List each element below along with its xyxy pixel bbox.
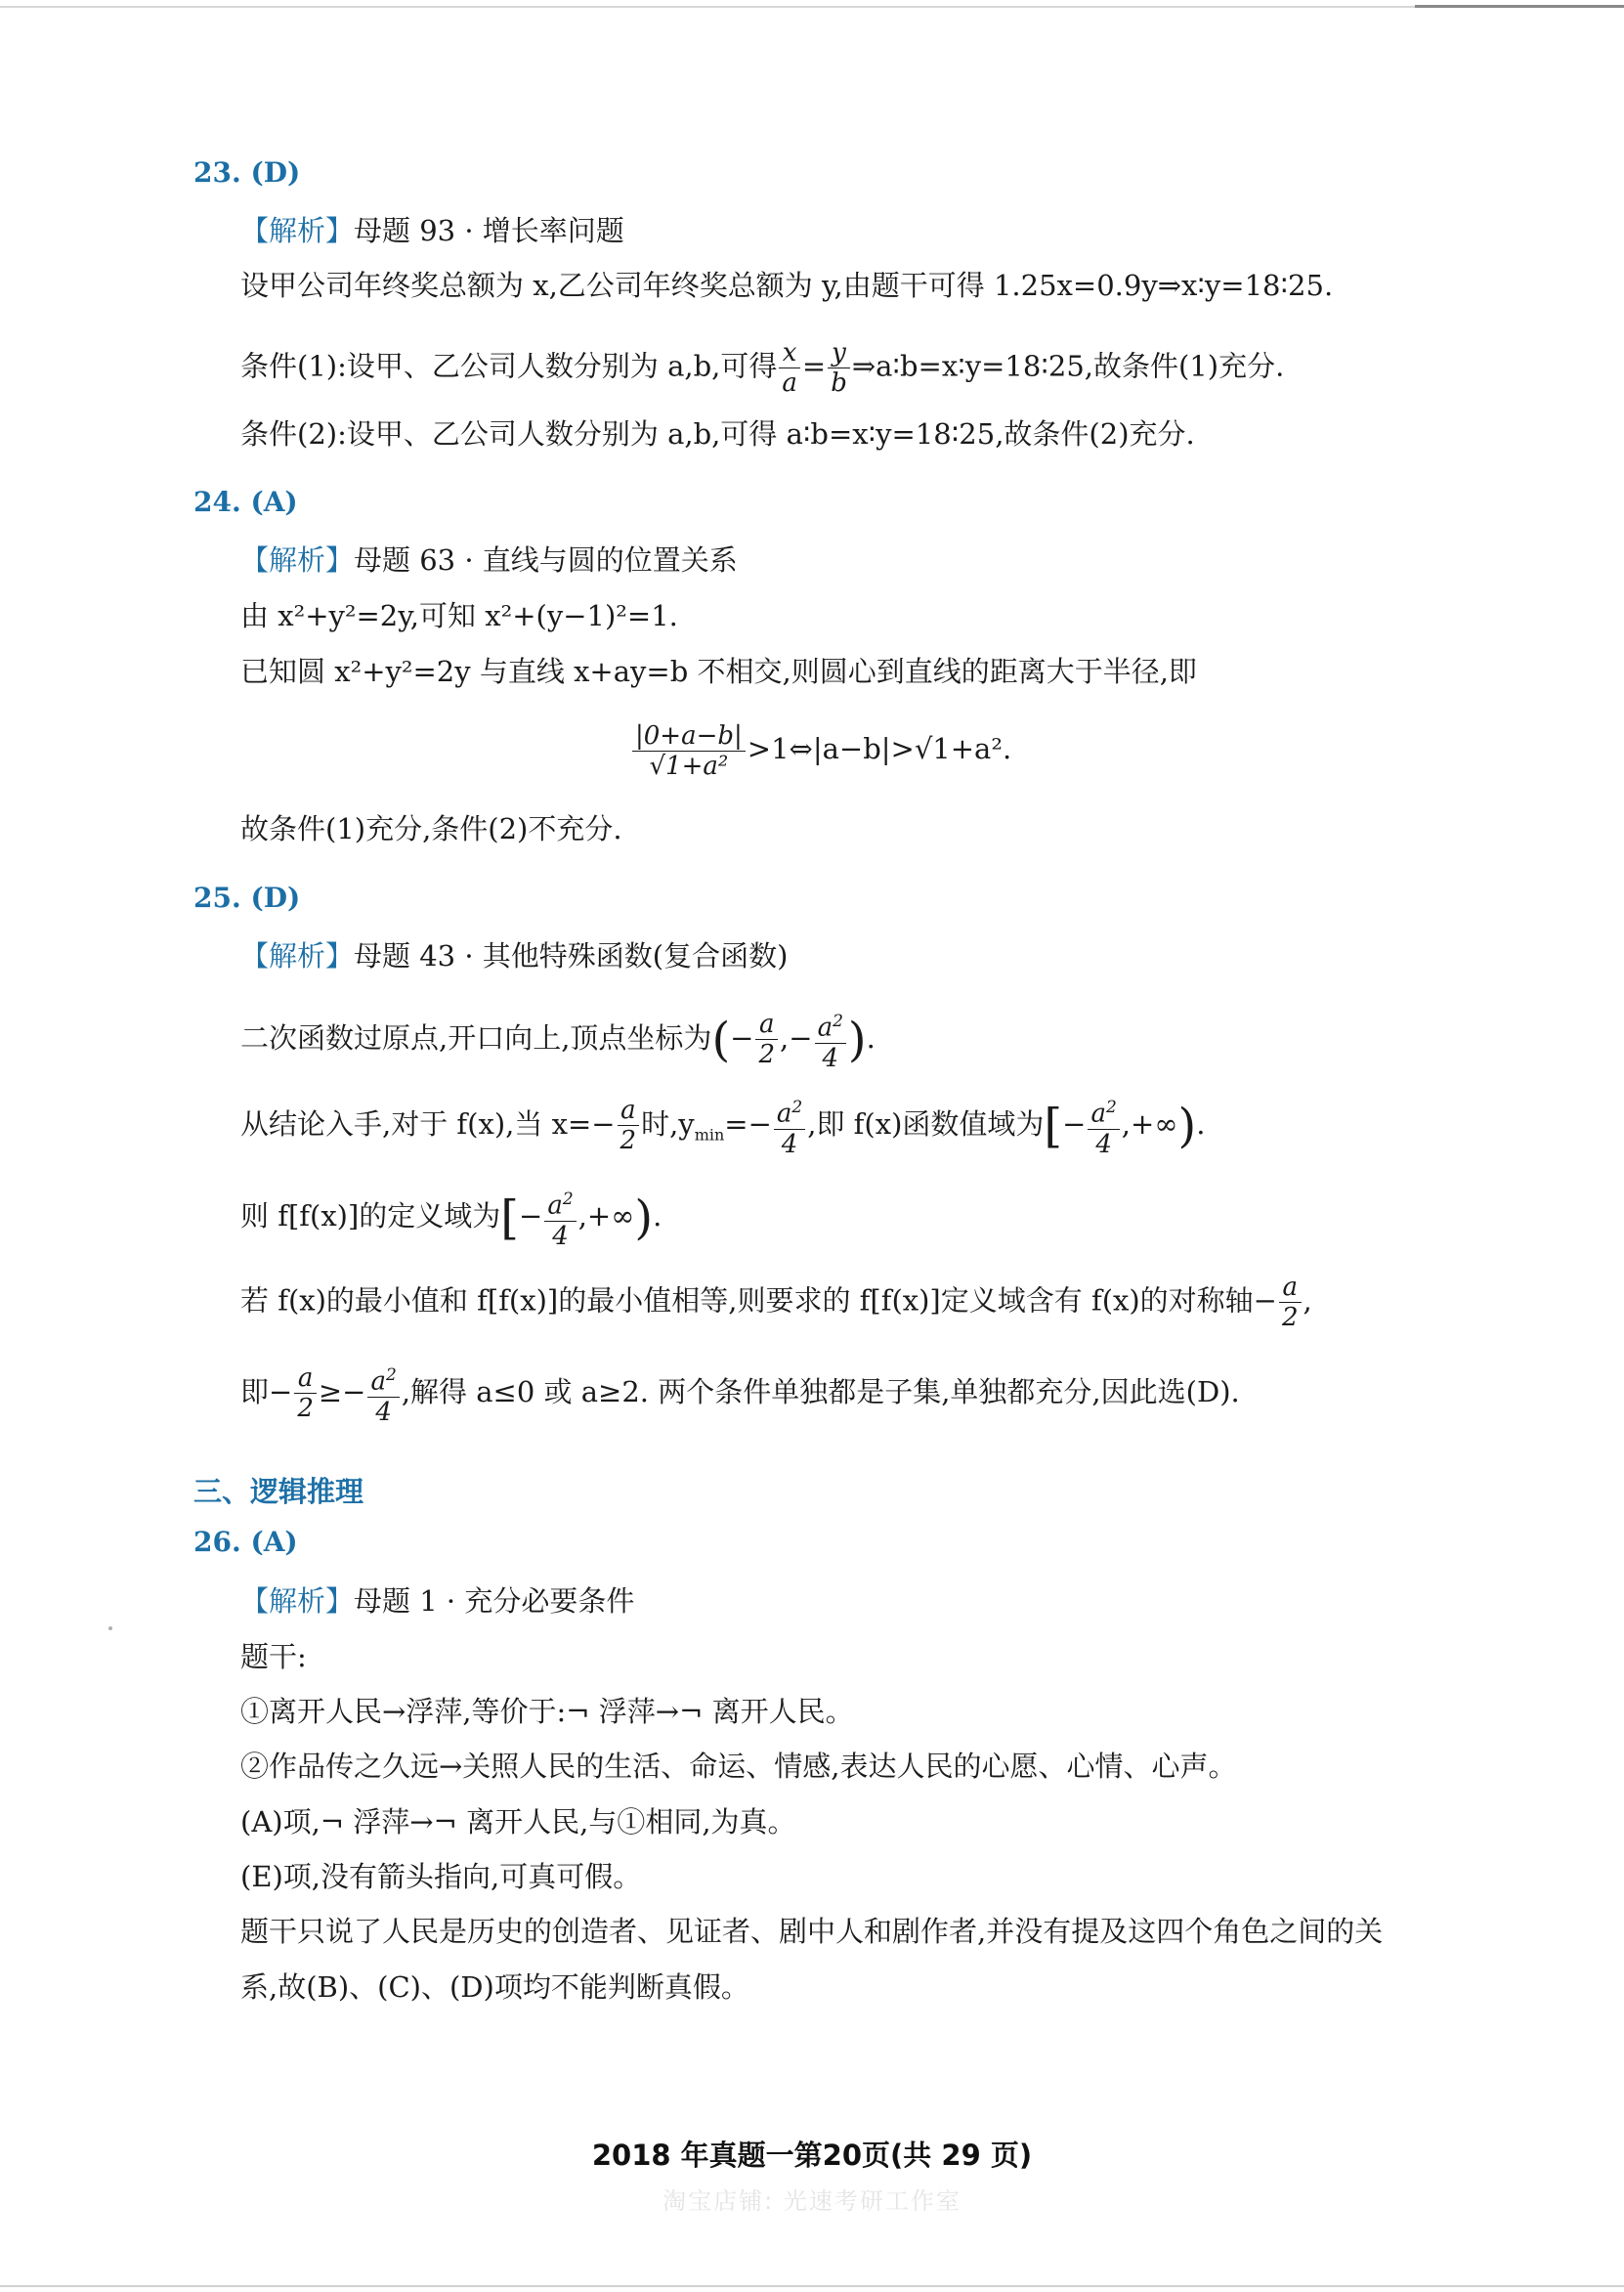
analysis-tag: 【解析】: [240, 214, 355, 247]
q24-line-1: 由 x²+y²=2y,可知 x²+(y−1)²=1.: [240, 599, 678, 632]
bottom-rule: [0, 2285, 1624, 2287]
q26-line-1: 题干:: [240, 1640, 307, 1673]
analysis-tag: 【解析】: [240, 1584, 355, 1618]
question-23-number: 23. (D): [193, 156, 301, 189]
q25-line-1: 二次函数过原点,开口向上,顶点坐标为(− $\frac{a}{2}$ ,− $\frac{a^2}{4}$ ).: [240, 1007, 876, 1073]
q25-line-5-c: ,解得 a≤0 或 a≥2. 两个条件单独都是子集,单独都充分,因此选(D).: [401, 1374, 1240, 1408]
fraction-a2-over-4: $\frac{a^2}{4}$: [367, 1361, 399, 1427]
q25-line-5-a: 即−: [240, 1374, 293, 1408]
q23-line-1: 设甲公司年终奖总额为 x,乙公司年终奖总额为 y,由题干可得 1.25x=0.9y⇒x∶y=18∶25.: [240, 269, 1334, 302]
distance-fraction: [632, 721, 746, 781]
q24-heading-text: 母题 63 · 直线与圆的位置关系: [354, 543, 738, 577]
q25-line-3: 则 f[f(x)]的定义域为[− $\frac{a^2}{4}$ ,+∞).: [240, 1185, 662, 1251]
q25-line-4: 若 f(x)的最小值和 f[f(x)]的最小值相等,则要求的 f[f(x)]定义域含有 f(x)的对称轴− $\frac{a}{2}$ ,: [240, 1273, 1312, 1332]
q25-line-2-c: =−: [724, 1106, 772, 1141]
q23-line-2-b: ⇒a∶b=x∶y=18∶25,故条件(1)充分.: [851, 349, 1285, 383]
q25-line-2-a: 从结论入手,对于 f(x),当 x=−: [240, 1106, 616, 1141]
fraction-a2-over-4: $\frac{a^2}{4}$: [815, 1007, 846, 1073]
question-26-number: 26. (A): [193, 1526, 298, 1558]
scan-speck: [108, 1626, 112, 1630]
q24-analysis-heading: [240, 541, 738, 580]
question-25-number: 25. (D): [193, 882, 301, 914]
fraction-a-over-2: $\frac{a}{2}$: [294, 1363, 317, 1423]
q26-heading-text: 母题 1 · 充分必要条件: [354, 1584, 635, 1618]
fraction-a2-over-4: $\frac{a^2}{4}$: [544, 1185, 576, 1251]
fraction-y-over-b: $\frac{y}{b}$: [828, 338, 850, 398]
q25-analysis-heading: [240, 936, 788, 975]
q26-line-7: 系,故(B)、(C)、(D)项均不能判断真假。: [240, 1970, 749, 2004]
q26-line-4: (A)项,¬ 浮萍→¬ 离开人民,与①相同,为真。: [240, 1805, 796, 1838]
q23-analysis-heading: [240, 211, 624, 250]
fraction-a-over-2: $\frac{a}{2}$: [618, 1096, 640, 1155]
q23-line-2: 条件(1):设甲、乙公司人数分别为 a,b,可得 $\frac{x}{a}$ = $\frac{y}{b}$ ⇒a∶b=x∶y=18∶25,故条件(1)充分.: [240, 338, 1285, 398]
q26-line-6: 题干只说了人民是历史的创造者、见证者、剧中人和剧作者,并没有提及这四个角色之间的关: [240, 1915, 1384, 1948]
q23-heading-text: 母题 93 · 增长率问题: [354, 214, 624, 247]
formula-rest: >1⇔|a−b|>√1+a².: [747, 732, 1012, 765]
q24-formula: [630, 710, 1011, 788]
q25-line-3-text: 则 f[f(x)]的定义域为: [240, 1198, 501, 1232]
q25-line-1-text: 二次函数过原点,开口向上,顶点坐标为: [240, 1020, 712, 1055]
q25-line-2: 从结论入手,对于 f(x),当 x=− $\frac{a}{2}$ 时$,y_{min}=-$ $\frac{a^2}{4}$ ,即 f(x)函数值域为[− $\frac{a^2}{4}$ ,+∞).: [240, 1093, 1205, 1159]
q23-line-3: 条件(2):设甲、乙公司人数分别为 a,b,可得 a∶b=x∶y=18∶25,故条件(2)充分.: [240, 417, 1195, 451]
fraction-a-over-2: $\frac{a}{2}$: [1279, 1273, 1302, 1332]
q24-line-3: 故条件(1)充分,条件(2)不充分.: [240, 812, 622, 845]
q24-line-2: 已知圆 x²+y²=2y 与直线 x+ay=b 不相交,则圆心到直线的距离大于半径,即: [240, 655, 1197, 688]
analysis-tag: 【解析】: [240, 543, 355, 577]
q26-line-5: (E)项,没有箭头指向,可真可假。: [240, 1860, 642, 1893]
q25-line-4-text: 若 f(x)的最小值和 f[f(x)]的最小值相等,则要求的 f[f(x)]定义域含有 f(x)的对称轴−: [240, 1283, 1277, 1318]
distance-denominator: √1+a²: [649, 751, 729, 781]
analysis-tag: 【解析】: [240, 939, 355, 973]
fraction-x-over-a: $\frac{x}{a}$: [779, 338, 800, 398]
q23-line-2-a: 条件(1):设甲、乙公司人数分别为 a,b,可得: [240, 349, 778, 383]
page-footer: 2018 年真题一第20页(共 29 页): [591, 2139, 1033, 2172]
q25-line-2-b: 时,y: [641, 1106, 695, 1141]
q26-analysis-heading: [240, 1581, 634, 1621]
watermark: 淘宝店铺: 光速考研工作室: [662, 2187, 962, 2215]
fraction-a2-over-4: $\frac{a^2}{4}$: [1088, 1093, 1119, 1159]
section-title-logic: 三、逻辑推理: [193, 1475, 364, 1508]
q26-line-2: ①离开人民→浮萍,等价于:¬ 浮萍→¬ 离开人民。: [240, 1695, 854, 1728]
fraction-a-over-2: $\frac{a}{2}$: [755, 1010, 778, 1069]
top-rule-accent: [1415, 5, 1624, 8]
q25-line-5: [240, 1361, 1240, 1427]
q26-line-3: ②作品传之久远→关照人民的生活、命运、情感,表达人民的心愿、心情、心声。: [240, 1750, 1237, 1783]
question-24-number: 24. (A): [193, 486, 298, 518]
distance-numerator: |0+a−b|: [632, 721, 746, 752]
top-rule: [0, 6, 1624, 8]
q25-line-2-d: ,即 f(x)函数值域为: [807, 1106, 1045, 1141]
q25-heading-text: 母题 43 · 其他特殊函数(复合函数): [354, 939, 789, 973]
q25-line-5-b: ≥−: [318, 1374, 366, 1408]
fraction-a2-over-4: $\frac{a^2}{4}$: [774, 1093, 805, 1159]
